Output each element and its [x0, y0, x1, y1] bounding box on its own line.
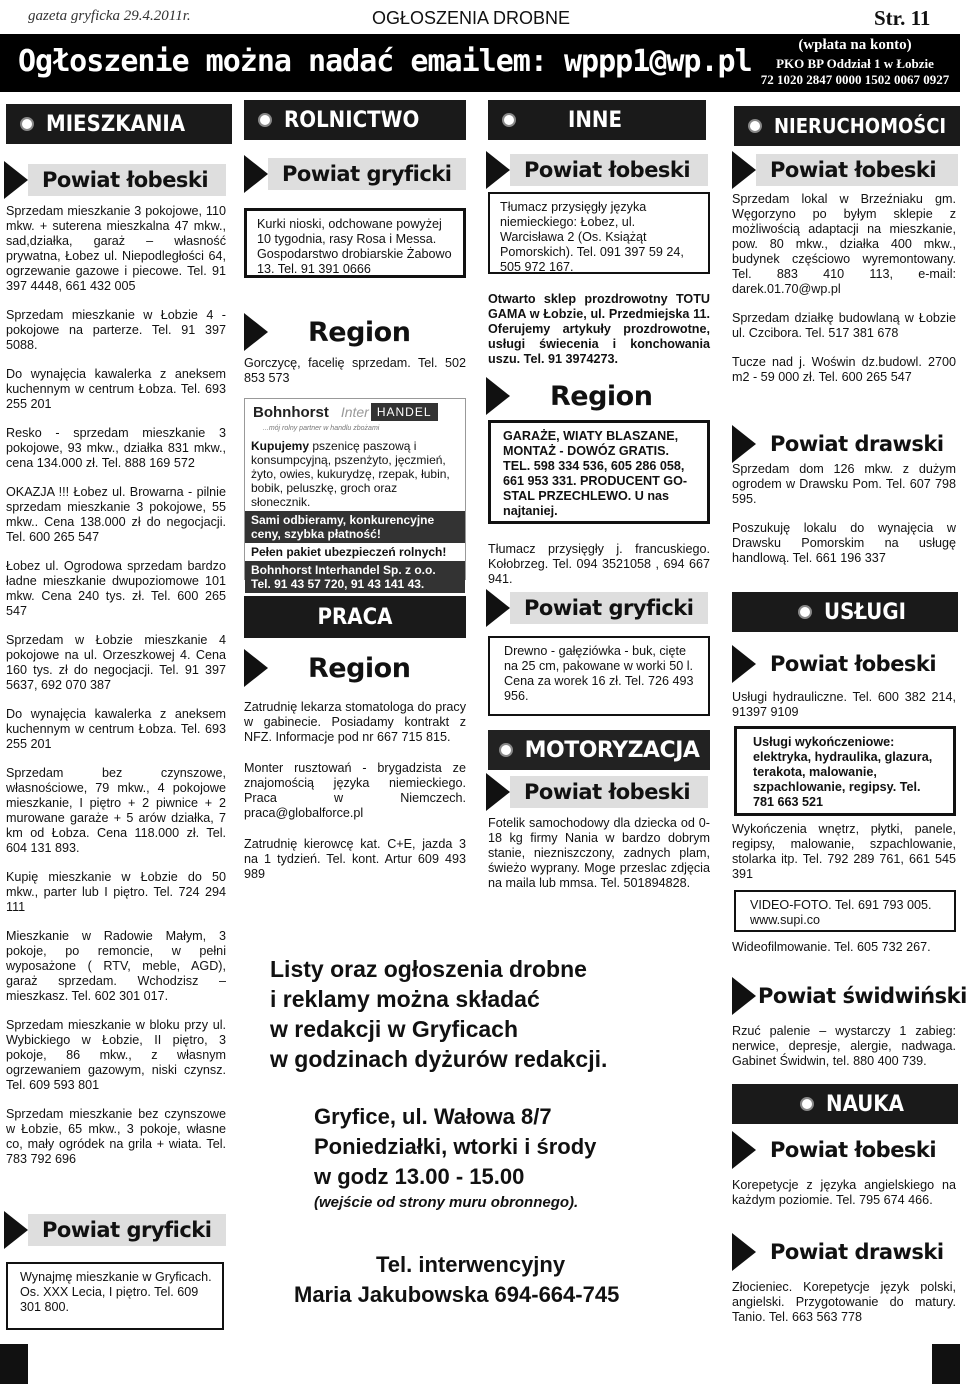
subheader-label: Powiat łobeski	[770, 1138, 937, 1162]
classified-ad: Sprzedam mieszkanie 3 pokojowe, 110 mkw. + suterena mieszkalna 47 mkw., sad,działka, garaż – własność prywatna, Łobez ul. Niepodległości 64, ogrzewanie gazowe i piecowe. Tel. 91 397 4448, 661 432 005	[6, 204, 226, 293]
section-label: INNE	[568, 107, 623, 133]
notice-line: w redakcji w Gryficach	[270, 1016, 519, 1042]
arrow-icon	[244, 313, 268, 351]
advert-highlight: Sami odbieramy, konkurencyjne ceny, szybka płatność!	[245, 511, 465, 543]
section-label: MIESZKANIA	[46, 111, 186, 137]
bullet-icon	[502, 113, 516, 127]
section-label: USŁUGI	[824, 599, 906, 625]
boxed-ad: VIDEO-FOTO. Tel. 691 793 005. www.supi.co	[734, 890, 956, 932]
phone-contact: Maria Jakubowska 694-664-745	[294, 1282, 620, 1307]
classified-ad: Fotelik samochodowy dla dziecka od 0-18 kg firmy Nania w bardzo dobrym stanie, niezniszczony, zadnych plam, świeżo wyprany. Moge przeslac zdjęcia na maila lub mmsa. Tel. 501894828.	[488, 816, 710, 890]
subheader-label: Powiat świdwiński	[758, 984, 967, 1008]
issue-date: gazeta gryficka 29.4.2011r.	[28, 8, 191, 24]
section-nieruchomosci	[734, 106, 960, 146]
subheader-region	[486, 376, 708, 416]
bullet-icon	[748, 119, 762, 133]
classified-ad: Sprzedam dom 126 mkw. z dużym ogrodem w Drawsku Pom. Tel. 607 798 595.	[732, 462, 956, 506]
bullet-icon	[798, 605, 812, 619]
classified-ad: Tucze nad j. Woświn dz.budowl. 2700 m2 - 59 000 zł. Tel. 600 265 547	[732, 355, 956, 384]
classified-ad: OKAZJA !!! Łobez ul. Browarna - pilnie sprzedam mieszkanie 3 pokojowe, 55 mkw.. Cena 138.000 zł do negocjacji. Tel. 600 265 547	[6, 485, 226, 544]
boxed-ad: Usługi wykończeniowe: elektryka, hydraulika, glazura, terakota, malowanie, szpachlowanie, regipsy. Tel. 781 663 521	[734, 726, 956, 816]
classified-ad: Wykończenia wnętrz, płytki, panele, regipsy, malowanie, szpachlowanie, stolarka itp. Tel. 792 289 761, 661 545 391	[732, 822, 956, 881]
classified-ad: Mieszkanie w Radowie Małym, 3 pokoje, po remoncie, w pełni wyposażone ( RTV, meble, AGD), garaż sprzedam. Wchodzisz – mieszkasz. Tel. 602 301 017.	[6, 929, 226, 1003]
advert-insurance: Pełen pakiet ubezpieczeń rolnych!	[251, 545, 447, 559]
editorial-address	[314, 1102, 714, 1211]
section-praca	[244, 596, 466, 638]
subheader-powiat-swidwinski	[732, 976, 967, 1016]
column-praca	[244, 700, 466, 882]
advert-kupujemy: Kupujemy	[251, 439, 310, 453]
boxed-ad: Drewno - gałęziówka - buk, cięte na 25 cm, pakowane w worki 50 l. Cena za worek 16 zł. Tel. 726 493 956.	[488, 636, 710, 716]
address-line: w godz 13.00 - 15.00	[314, 1164, 525, 1189]
classified-ad: Sprzedam działkę budowlaną w Łobzie ul. Czcibora. Tel. 517 381 678	[732, 311, 956, 340]
classified-ad: Sprzedam mieszkanie w Łobzie 4 - pokojowe na parterze. Tel. 91 397 5088.	[6, 308, 226, 352]
section-mieszkania	[6, 104, 232, 144]
boxed-ad: Wynajmę mieszkanie w Gryficach. Os. XXX Lecia, I piętro. Tel. 609 301 800.	[6, 1262, 224, 1330]
classified-ad: Korepetycje z języka angielskiego na każdym poziomie. Tel. 795 674 466.	[732, 1178, 956, 1207]
brand-inter: Inter	[340, 404, 369, 420]
classified-ad: Poszukuję lokalu do wynajęcia w Drawsku Pomorskim na usługę handlową. Tel. 661 196 337	[732, 521, 956, 565]
corner-block	[932, 1344, 960, 1384]
classified-ad: Kupię mieszkanie w Łobzie do 50 mkw., parter lub I piętro. Tel. 724 294 111	[6, 870, 226, 914]
arrow-icon	[244, 649, 268, 687]
arrow-icon	[486, 151, 510, 189]
advert-grains: pszenicę paszową i konsumpcyjną, pszenżyto, jęczmień, żyto, owies, kukurydzę, rzepak, łubin, bobik, peluszkę, groch oraz słonecznik.	[251, 439, 450, 509]
column-mieszkania	[6, 204, 226, 1167]
subheader-powiat-lobeski	[4, 160, 226, 200]
advert-company: Bohnhorst Interhandel Sp. z o.o.	[251, 563, 436, 577]
column-drawski	[732, 462, 956, 566]
subheader-label: Powiat łobeski	[770, 652, 937, 676]
pay-note: (wpłata na konto)	[798, 37, 912, 53]
classified-ad: Sprzedam mieszkanie w bloku przy ul. Wybickiego w Łobzie, II piętro, 3 pokoje, 86 mkw., z własnym ogrzewaniem gazowym, niski czynsz. Tel. 609 593 801	[6, 1018, 226, 1092]
section-label: ROLNICTWO	[284, 107, 420, 133]
arrow-icon	[732, 645, 756, 683]
subheader-powiat-lobeski	[486, 150, 708, 190]
subheader-powiat-lobeski	[732, 644, 958, 684]
classified-ad: Resko - sprzedam mieszkanie 3 pokojowe, 93 mkw., działka 831 mkw., cena 134.000 zł. Tel. 888 169 572	[6, 426, 226, 470]
subheader-region	[244, 648, 466, 688]
subheader-powiat-drawski	[732, 424, 958, 464]
subheader-powiat-lobeski	[732, 150, 958, 190]
subheader-label: Powiat drawski	[770, 1240, 944, 1264]
advert-body	[245, 435, 465, 511]
bank-name: PKO BP Oddział 1 w Łobzie	[776, 56, 934, 71]
bullet-icon	[258, 113, 272, 127]
notice-line: w godzinach dyżurów redakcji.	[270, 1046, 608, 1072]
arrow-icon	[4, 1211, 28, 1249]
arrow-icon	[244, 155, 268, 193]
arrow-icon	[486, 377, 510, 415]
section-label: NIERUCHOMOŚCI	[774, 114, 947, 138]
email-line: Ogłoszenie można nadać emailem: wppp1@wp.pl	[18, 44, 752, 79]
arrow-icon	[732, 425, 756, 463]
arrow-icon	[486, 773, 510, 811]
classified-ad: Tłumacz przysięgły j. francuskiego. Kołobrzeg. Tel. 094 3521058 , 694 667 941.	[488, 542, 710, 586]
classified-ad: Sprzedam bez czynszowe, własnościowe, 79 mkw., 4 pokojowe mieszkanie, I piętro + 2 piwnice + 2 murowane garaże + 5 arów działka, 7 km od Łobza. Cena 118.000 zł. Tel. 604 131 893.	[6, 766, 226, 855]
section-rolnictwo	[244, 100, 466, 140]
section-label: NAUKA	[826, 1091, 904, 1117]
section-nauka	[732, 1084, 958, 1124]
advert-tagline: ...mój rolny partner w handlu zbożami	[263, 425, 380, 432]
arrow-icon	[732, 977, 756, 1015]
boxed-ad: Tłumacz przysięgły języka niemieckiego: Łobez, ul. Warcisława 2 (Os. Książąt Pomorskich). Tel. 091 397 59 24, 505 972 167.	[488, 192, 710, 274]
classified-ad: Złocieniec. Korepetycje język polski, angielski. Przygotowanie do matury. Tanio. Tel. 663 563 778	[732, 1280, 956, 1324]
address-line: Gryfice, ul. Wałowa 8/7	[314, 1104, 552, 1129]
advert-contact	[245, 561, 465, 593]
subheader-label: Region	[550, 380, 653, 412]
arrow-icon	[4, 161, 28, 199]
subheader-powiat-drawski	[732, 1232, 958, 1272]
corner-block	[0, 1344, 28, 1384]
section-motoryzacja	[488, 730, 710, 770]
subheader-label: Powiat gryficki	[268, 158, 466, 190]
subheader-powiat-lobeski	[732, 1130, 958, 1170]
section-label: MOTORYZACJA	[524, 737, 700, 763]
classified-ad: Wideofilmowanie. Tel. 605 732 267.	[732, 940, 931, 954]
boxed-ad: Kurki nioski, odchowane powyżej 10 tygodnia, rasy Rosa i Messa. Gospodarstwo drobiarskie Żabowo 13. Tel. 91 391 0666	[244, 208, 466, 278]
bohnhorst-advert	[244, 398, 466, 591]
address-note: (wejście od strony muru obronnego).	[314, 1194, 579, 1211]
arrow-icon	[732, 1233, 756, 1271]
section-uslugi	[732, 592, 958, 632]
subheader-label: Powiat gryficki	[510, 592, 708, 624]
subheader-region	[244, 312, 466, 352]
section-label: PRACA	[317, 604, 393, 630]
bullet-icon	[800, 1097, 814, 1111]
boxed-ad: GARAŻE, WIATY BLASZANE, MONTAŻ - DOWÓZ GRATIS. TEL. 598 334 536, 605 286 058, 661 953 331. PRODUCENT GO-STAL PRZECHLEWO. U nas najtaniej.	[488, 420, 710, 524]
brand-name: Bohnhorst	[253, 403, 329, 421]
classified-ad: Zatrudnię lekarza stomatologa do pracy w gabinecie. Posiadamy kontrakt z NFZ. Informacje pod nr 667 715 815.	[244, 700, 466, 744]
editorial-notice	[270, 954, 720, 1074]
classified-ad: Otwarto sklep prozdrowotny TOTU GAMA w Łobzie, ul. Przedmiejska 11. Oferujemy artykuły prozdrowotne, usługi świecenia i konchowania uszu. Tel. 91 3974273.	[488, 292, 710, 366]
classified-ad: Zatrudnię kierowcę kat. C+E, jazda 3 na 1 tydzień. Tel. kont. Artur 609 493 989	[244, 837, 466, 881]
bullet-icon	[20, 117, 34, 131]
advert-phone: Tel. 91 43 57 720, 91 43 141 43.	[251, 577, 425, 591]
subheader-label: Powiat łobeski	[756, 154, 958, 186]
classified-ad: Monter rusztowań - brygadzista ze znajomością języka niemieckiego. Praca w Niemczech. praca@globalforce.pl	[244, 761, 466, 820]
phone-label: Tel. interwencyjny	[376, 1252, 566, 1277]
subheader-label: Region	[308, 652, 411, 684]
notice-line: i reklamy można składać	[270, 986, 540, 1012]
bank-account: 72 1020 2847 0000 1502 0067 0927	[760, 72, 950, 87]
subheader-label: Powiat łobeski	[510, 154, 708, 186]
notice-line: Listy oraz ogłoszenia drobne	[270, 956, 587, 982]
subheader-label: Powiat drawski	[770, 432, 944, 456]
advert-logo	[245, 399, 465, 425]
brand-handel: HANDEL	[371, 403, 438, 421]
column-nieruchomosci	[732, 192, 956, 385]
arrow-icon	[486, 589, 510, 627]
classified-ad: Sprzedam mieszkanie bez czynszowe w Łobzie, 65 mkw., 3 pokoje, własne co, mały ogródek na grila + wiata. Tel. 783 792 696	[6, 1107, 226, 1166]
arrow-icon	[732, 151, 756, 189]
arrow-icon	[732, 1131, 756, 1169]
classified-ad: Usługi hydrauliczne. Tel. 600 382 214, 91397 9109	[732, 690, 956, 719]
address-line: Poniedziałki, wtorki i środy	[314, 1134, 597, 1159]
classified-ad: Sprzedam w Łobzie mieszkanie 4 pokojowe na ul. Orzeszkowej 4. Cena 160 tys. zł do negocjacji. Tel. 91 397 5637, 692 070 387	[6, 633, 226, 692]
page-number: Str. 11	[874, 6, 931, 30]
subheader-label: Powiat łobeski	[28, 164, 226, 196]
subheader-label: Powiat łobeski	[510, 776, 708, 808]
classified-ad: Sprzedam lokal w Brzeźniaku gm. Węgorzyno po byłym sklepie z możliwością adaptacji na mieszkanie, pow. 80 mkw., działka 400 mkw., budynek częściowo wyremontowany. Tel. 883 410 113, e-mail: darek.01.70@wp.pl	[732, 192, 956, 296]
classified-ad: Łobez ul. Ogrodowa sprzedam bardzo ładne mieszkanie dwupoziomowe 101 mkw. Cena 240 tys. zł. Tel. 600 265 547	[6, 559, 226, 618]
subheader-label: Region	[308, 316, 411, 348]
subheader-powiat-lobeski	[486, 772, 708, 812]
classified-ad: Do wynajęcia kawalerka z aneksem kuchennym w centrum Łobza. Tel. 693 255 201	[6, 367, 226, 411]
classified-ad: Gorczycę, facelię sprzedam. Tel. 502 853 573	[244, 356, 466, 385]
section-title: OGŁOSZENIA DROBNE	[372, 8, 571, 28]
email-banner	[0, 34, 960, 92]
subheader-powiat-gryficki	[4, 1210, 226, 1250]
bullet-icon	[499, 743, 513, 757]
subheader-label: Powiat gryficki	[28, 1214, 226, 1246]
subheader-powiat-gryficki	[244, 154, 466, 194]
section-inne	[488, 100, 706, 140]
classified-ad: Rzuć palenie – wystarczy 1 zabieg: nerwice, depresje, alergie, nadwaga. Gabinet Świdwin, tel. 880 400 739.	[732, 1024, 956, 1068]
subheader-powiat-gryficki	[486, 588, 708, 628]
classified-ad: Do wynajęcia kawalerka z aneksem kuchennym w centrum Łobza. Tel. 693 255 201	[6, 707, 226, 751]
